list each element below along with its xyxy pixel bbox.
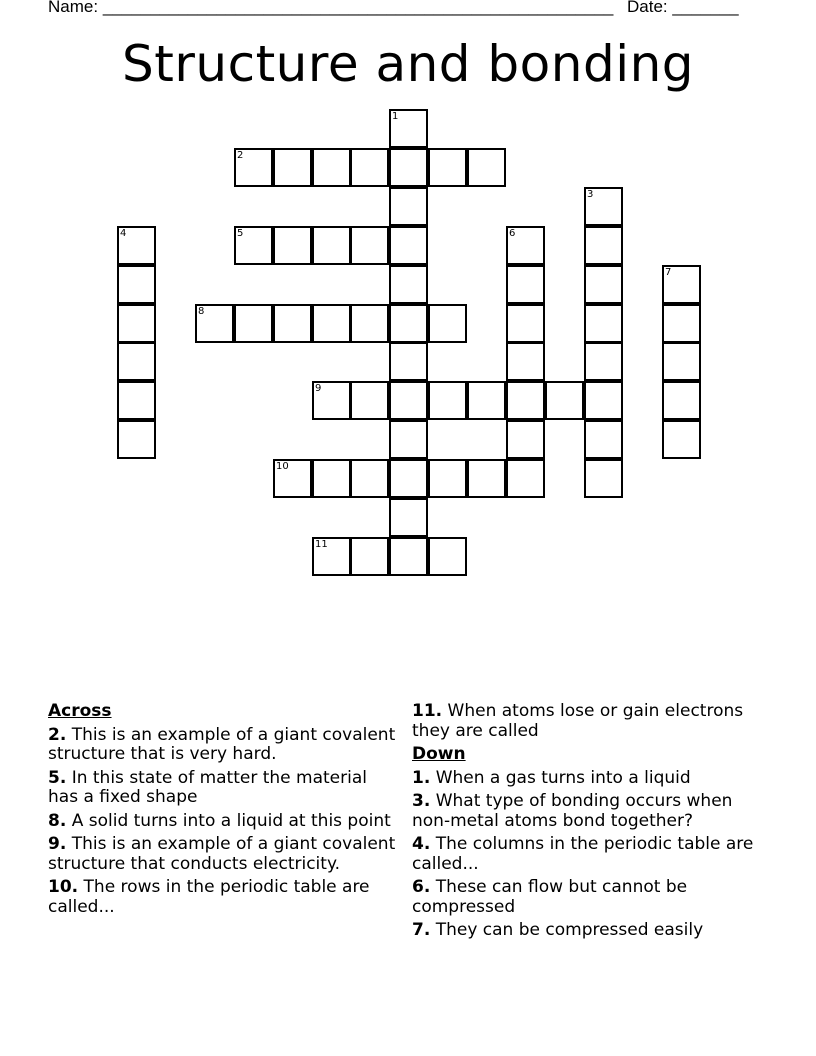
crossword-cell[interactable] bbox=[662, 342, 701, 381]
crossword-cell[interactable] bbox=[584, 381, 623, 420]
cell-number: 5 bbox=[237, 228, 244, 239]
crossword-cell[interactable] bbox=[389, 537, 428, 576]
across-clue-2 bbox=[48, 726, 398, 765]
crossword-cell[interactable] bbox=[117, 226, 156, 265]
crossword-cell[interactable] bbox=[389, 226, 428, 265]
crossword-cell[interactable] bbox=[584, 187, 623, 226]
clue-text: The rows in the periodic table are called... bbox=[48, 877, 370, 917]
clues-left-column bbox=[48, 702, 398, 921]
crossword-cell[interactable] bbox=[428, 459, 467, 498]
crossword-cell[interactable] bbox=[662, 381, 701, 420]
clue-number: 8. bbox=[48, 810, 67, 831]
down-clue-4 bbox=[412, 835, 772, 874]
crossword-cell[interactable] bbox=[389, 109, 428, 148]
clue-number: 10. bbox=[48, 877, 79, 897]
crossword-cell[interactable] bbox=[312, 381, 351, 420]
crossword-cell[interactable] bbox=[234, 304, 273, 343]
crossword-cell[interactable] bbox=[312, 226, 351, 265]
cell-number: 10 bbox=[276, 461, 289, 472]
crossword-cell[interactable] bbox=[273, 304, 312, 343]
clue-number: 4. bbox=[412, 834, 431, 854]
cell-number: 8 bbox=[198, 306, 205, 317]
crossword-cell[interactable] bbox=[350, 459, 389, 498]
crossword-cell[interactable] bbox=[506, 459, 545, 498]
crossword-cell[interactable] bbox=[350, 537, 389, 576]
across-clue-8 bbox=[48, 812, 398, 832]
down-clue-6 bbox=[412, 878, 772, 917]
across-clue-5 bbox=[48, 769, 398, 808]
clue-text: This is an example of a giant covalent structure that conducts electricity. bbox=[48, 834, 396, 874]
crossword-cell[interactable] bbox=[662, 265, 701, 304]
crossword-cell[interactable] bbox=[584, 459, 623, 498]
clue-text: When a gas turns into a liquid bbox=[435, 767, 691, 788]
crossword-cell[interactable] bbox=[117, 381, 156, 420]
down-clue-3 bbox=[412, 792, 772, 831]
across-clue-11 bbox=[412, 702, 772, 741]
crossword-cell[interactable] bbox=[506, 420, 545, 459]
crossword-cell[interactable] bbox=[389, 381, 428, 420]
crossword-cell[interactable] bbox=[312, 148, 351, 187]
name-blank[interactable]: ______________________________________________________ bbox=[102, 0, 614, 16]
crossword-cell[interactable] bbox=[428, 304, 467, 343]
clue-text: What type of bonding occurs when non-metal atoms bond together? bbox=[412, 791, 733, 831]
crossword-cell[interactable] bbox=[312, 304, 351, 343]
crossword-cell[interactable] bbox=[350, 226, 389, 265]
clue-number: 6. bbox=[412, 877, 431, 897]
crossword-cell[interactable] bbox=[389, 187, 428, 226]
crossword-cell[interactable] bbox=[506, 381, 545, 420]
clue-number: 2. bbox=[48, 724, 67, 745]
crossword-cell[interactable] bbox=[428, 381, 467, 420]
across-clue-9 bbox=[48, 835, 398, 874]
clue-text: They can be compressed easily bbox=[435, 920, 704, 940]
cell-number: 1 bbox=[392, 111, 399, 122]
down-clue-7 bbox=[412, 921, 772, 941]
crossword-cell[interactable] bbox=[467, 381, 506, 420]
cell-number: 11 bbox=[315, 539, 328, 550]
crossword-cell[interactable] bbox=[389, 148, 428, 187]
crossword-cell[interactable] bbox=[467, 459, 506, 498]
crossword-cell[interactable] bbox=[545, 381, 584, 420]
crossword-cell[interactable] bbox=[662, 420, 701, 459]
clue-number: 7. bbox=[412, 920, 431, 940]
clue-text: The columns in the periodic table are called... bbox=[412, 834, 754, 874]
cell-number: 7 bbox=[665, 267, 672, 278]
clue-text: These can flow but cannot be compressed bbox=[412, 877, 688, 917]
crossword-cell[interactable] bbox=[506, 265, 545, 304]
crossword-cell[interactable] bbox=[584, 420, 623, 459]
clue-number: 3. bbox=[412, 791, 431, 811]
name-label: Name: bbox=[48, 0, 99, 16]
clues-right-column bbox=[412, 702, 772, 945]
crossword-cell[interactable] bbox=[584, 265, 623, 304]
crossword-cell[interactable] bbox=[428, 537, 467, 576]
crossword-cell[interactable] bbox=[312, 459, 351, 498]
down-heading: Down bbox=[412, 744, 466, 764]
crossword-cell[interactable] bbox=[273, 226, 312, 265]
crossword-cell[interactable] bbox=[506, 226, 545, 265]
cell-number: 4 bbox=[120, 228, 127, 239]
across-clue-10 bbox=[48, 878, 398, 917]
clue-text: This is an example of a giant covalent structure that is very hard. bbox=[48, 724, 396, 764]
crossword-cell[interactable] bbox=[584, 226, 623, 265]
crossword-cell[interactable] bbox=[350, 148, 389, 187]
crossword-cell[interactable] bbox=[234, 226, 273, 265]
crossword-cell[interactable] bbox=[506, 342, 545, 381]
crossword-cell[interactable] bbox=[117, 420, 156, 459]
date-label: Date: bbox=[627, 0, 668, 16]
crossword-cell[interactable] bbox=[312, 537, 351, 576]
crossword-cell[interactable] bbox=[428, 148, 467, 187]
crossword-cell[interactable] bbox=[117, 342, 156, 381]
cell-number: 6 bbox=[509, 228, 516, 239]
crossword-cell[interactable] bbox=[350, 304, 389, 343]
clue-text: A solid turns into a liquid at this point bbox=[71, 810, 391, 831]
across-heading: Across bbox=[48, 701, 112, 721]
crossword-cell[interactable] bbox=[506, 304, 545, 343]
cell-number: 2 bbox=[237, 150, 244, 161]
cell-number: 3 bbox=[587, 189, 594, 200]
crossword-cell[interactable] bbox=[117, 265, 156, 304]
crossword-cell[interactable] bbox=[273, 459, 312, 498]
crossword-cell[interactable] bbox=[662, 304, 701, 343]
clue-number: 1. bbox=[412, 767, 431, 788]
crossword-cell[interactable] bbox=[389, 420, 428, 459]
crossword-cell[interactable] bbox=[234, 148, 273, 187]
crossword-cell[interactable] bbox=[584, 342, 623, 381]
crossword-cell[interactable] bbox=[350, 381, 389, 420]
cell-number: 9 bbox=[315, 383, 322, 394]
crossword-cell[interactable] bbox=[584, 304, 623, 343]
crossword-cell[interactable] bbox=[117, 304, 156, 343]
clue-text: In this state of matter the material has a fixed shape bbox=[48, 767, 367, 807]
clue-number: 11. bbox=[412, 701, 443, 721]
down-clue-1 bbox=[412, 769, 772, 789]
crossword-cell[interactable] bbox=[467, 148, 506, 187]
crossword-cell[interactable] bbox=[195, 304, 234, 343]
crossword-cell[interactable] bbox=[389, 265, 428, 304]
date-blank[interactable]: _______ bbox=[672, 0, 739, 16]
page-title: Structure and bonding bbox=[121, 35, 695, 93]
clue-number: 5. bbox=[48, 767, 67, 788]
crossword-cell[interactable] bbox=[389, 342, 428, 381]
crossword-cell[interactable] bbox=[389, 498, 428, 537]
crossword-cell[interactable] bbox=[273, 148, 312, 187]
clue-number: 9. bbox=[48, 834, 67, 854]
crossword-cell[interactable] bbox=[389, 304, 428, 343]
clue-text: When atoms lose or gain electrons they are called bbox=[412, 701, 744, 741]
crossword-cell[interactable] bbox=[389, 459, 428, 498]
